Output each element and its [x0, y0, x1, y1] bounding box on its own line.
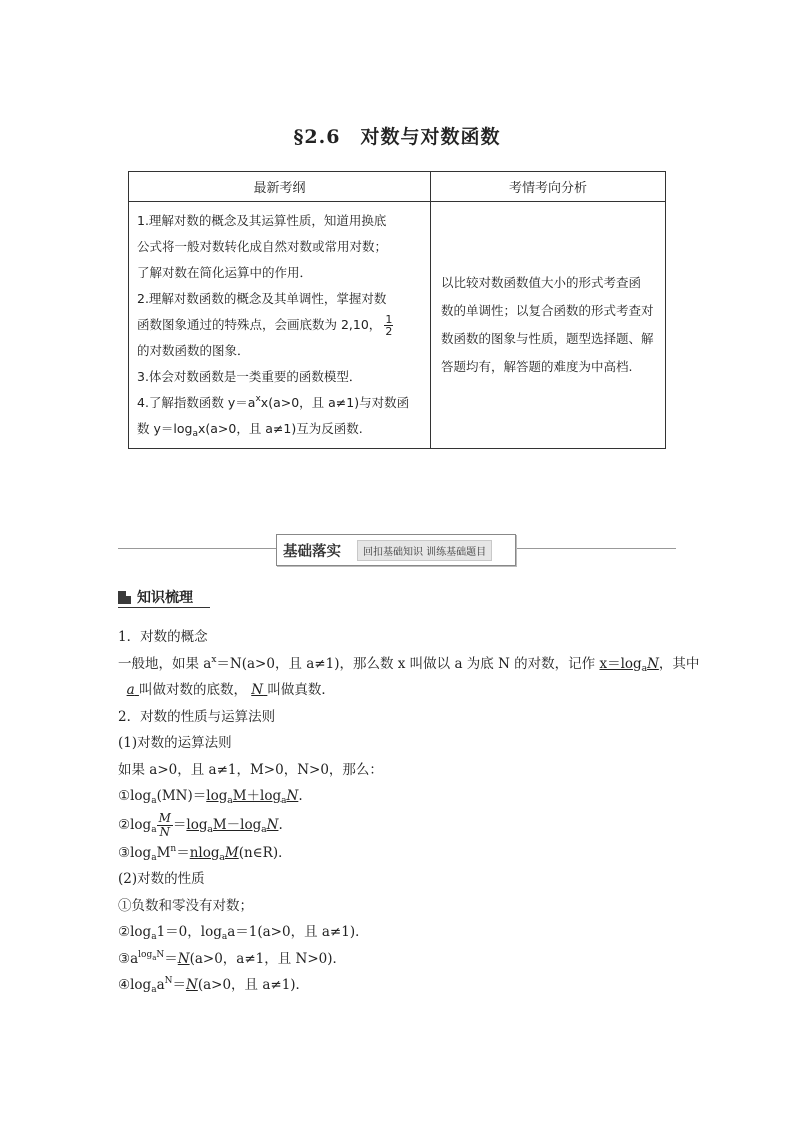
property-log-exp: $④\log_aa^N=N(a>0$，且 a≠1)．: [118, 976, 310, 995]
section-underline: [118, 607, 210, 608]
log-definition: 一般地，如果 $a^x=N(a>0$，且 a≠1)，那么数 x 叫做以 a 为底 N 的对数，记作 $x=\log_aN$，其中: [118, 654, 700, 674]
section-heading: 知识梳理: [118, 587, 193, 607]
exam-outline-table: [128, 171, 666, 449]
header-trend-analysis: 考情考向分析: [431, 172, 666, 202]
fraction-m-over-n: $\frac{M}{N}$: [158, 810, 171, 839]
rule-power: $③\log_aM^n=nlog_aM(n\in R)$．: [118, 843, 292, 863]
outline-requirements: 1.理解对数的概念及其运算性质，知道用换底 公式将一般对数转化成自然对数或常用对数； 了解对数在简化运算中的作用． 2.理解对数函数的概念及其单调性，掌握对数 函数图象通过的特殊点，会画底数为 2,10， $\frac{1}{2}$ 的对数函数的图象． 3.体会对数函数是一类重要的函数模型． 4.了解指数函数 $y=a^xx(a>0$，且 a≠1)与对数函 数 $y=\log_ax(a>0$，且 a≠1)互为反函数.: [129, 202, 431, 449]
log-base-definition: a 叫做对数的底数， N 叫做真数．: [126, 682, 335, 698]
property-no-log-negative: ①负数和零没有对数；: [118, 897, 253, 914]
page-title: §2.6 对数与对数函数: [293, 126, 501, 148]
fraction-one-half: $\frac{1}{2}$: [385, 313, 393, 338]
rule-quotient: $②\log_a$ $\frac{M}{N}$ $=\log_aM-\log_aN$.: [118, 810, 283, 839]
square-bullet-icon: [118, 591, 131, 604]
header-latest-outline: 最新考纲: [129, 172, 431, 202]
banner-title: 基础落实: [283, 543, 341, 560]
section-banner: [276, 534, 516, 566]
banner-rule-right: [516, 548, 676, 549]
heading-log-concept: 1．对数的概念: [118, 629, 208, 645]
property-exp-log: $③a^{log_aN}=N(a>0$，a≠1，且 N>0)．: [118, 949, 347, 967]
heading-log-properties: 2．对数的性质与运算法则: [118, 708, 276, 725]
subheading-operation-rules: (1)对数的运算法则: [118, 735, 232, 751]
banner-rule-left: [118, 548, 276, 549]
banner-subtitle: 回扣基础知识 训练基础题目: [357, 540, 492, 561]
property-log-one: $②\log_a1=0$，$\log_aa=1(a>0$，且 a≠1)．: [118, 924, 369, 942]
subheading-log-properties: (2)对数的性质: [118, 871, 205, 887]
rules-condition: 如果 a>0，且 a≠1，M>0，N>0，那么：: [118, 761, 383, 778]
knowledge-content: [118, 624, 700, 999]
rule-product: $①\log_a(MN)=\log_aM+\log_aN$.: [118, 788, 303, 806]
outline-analysis: 以比较对数函数值大小的形式考查函 数的单调性；以复合函数的形式考查对 数函数的图象与性质，题型选择题、解 答题均有，解答题的难度为中高档.: [431, 202, 666, 449]
